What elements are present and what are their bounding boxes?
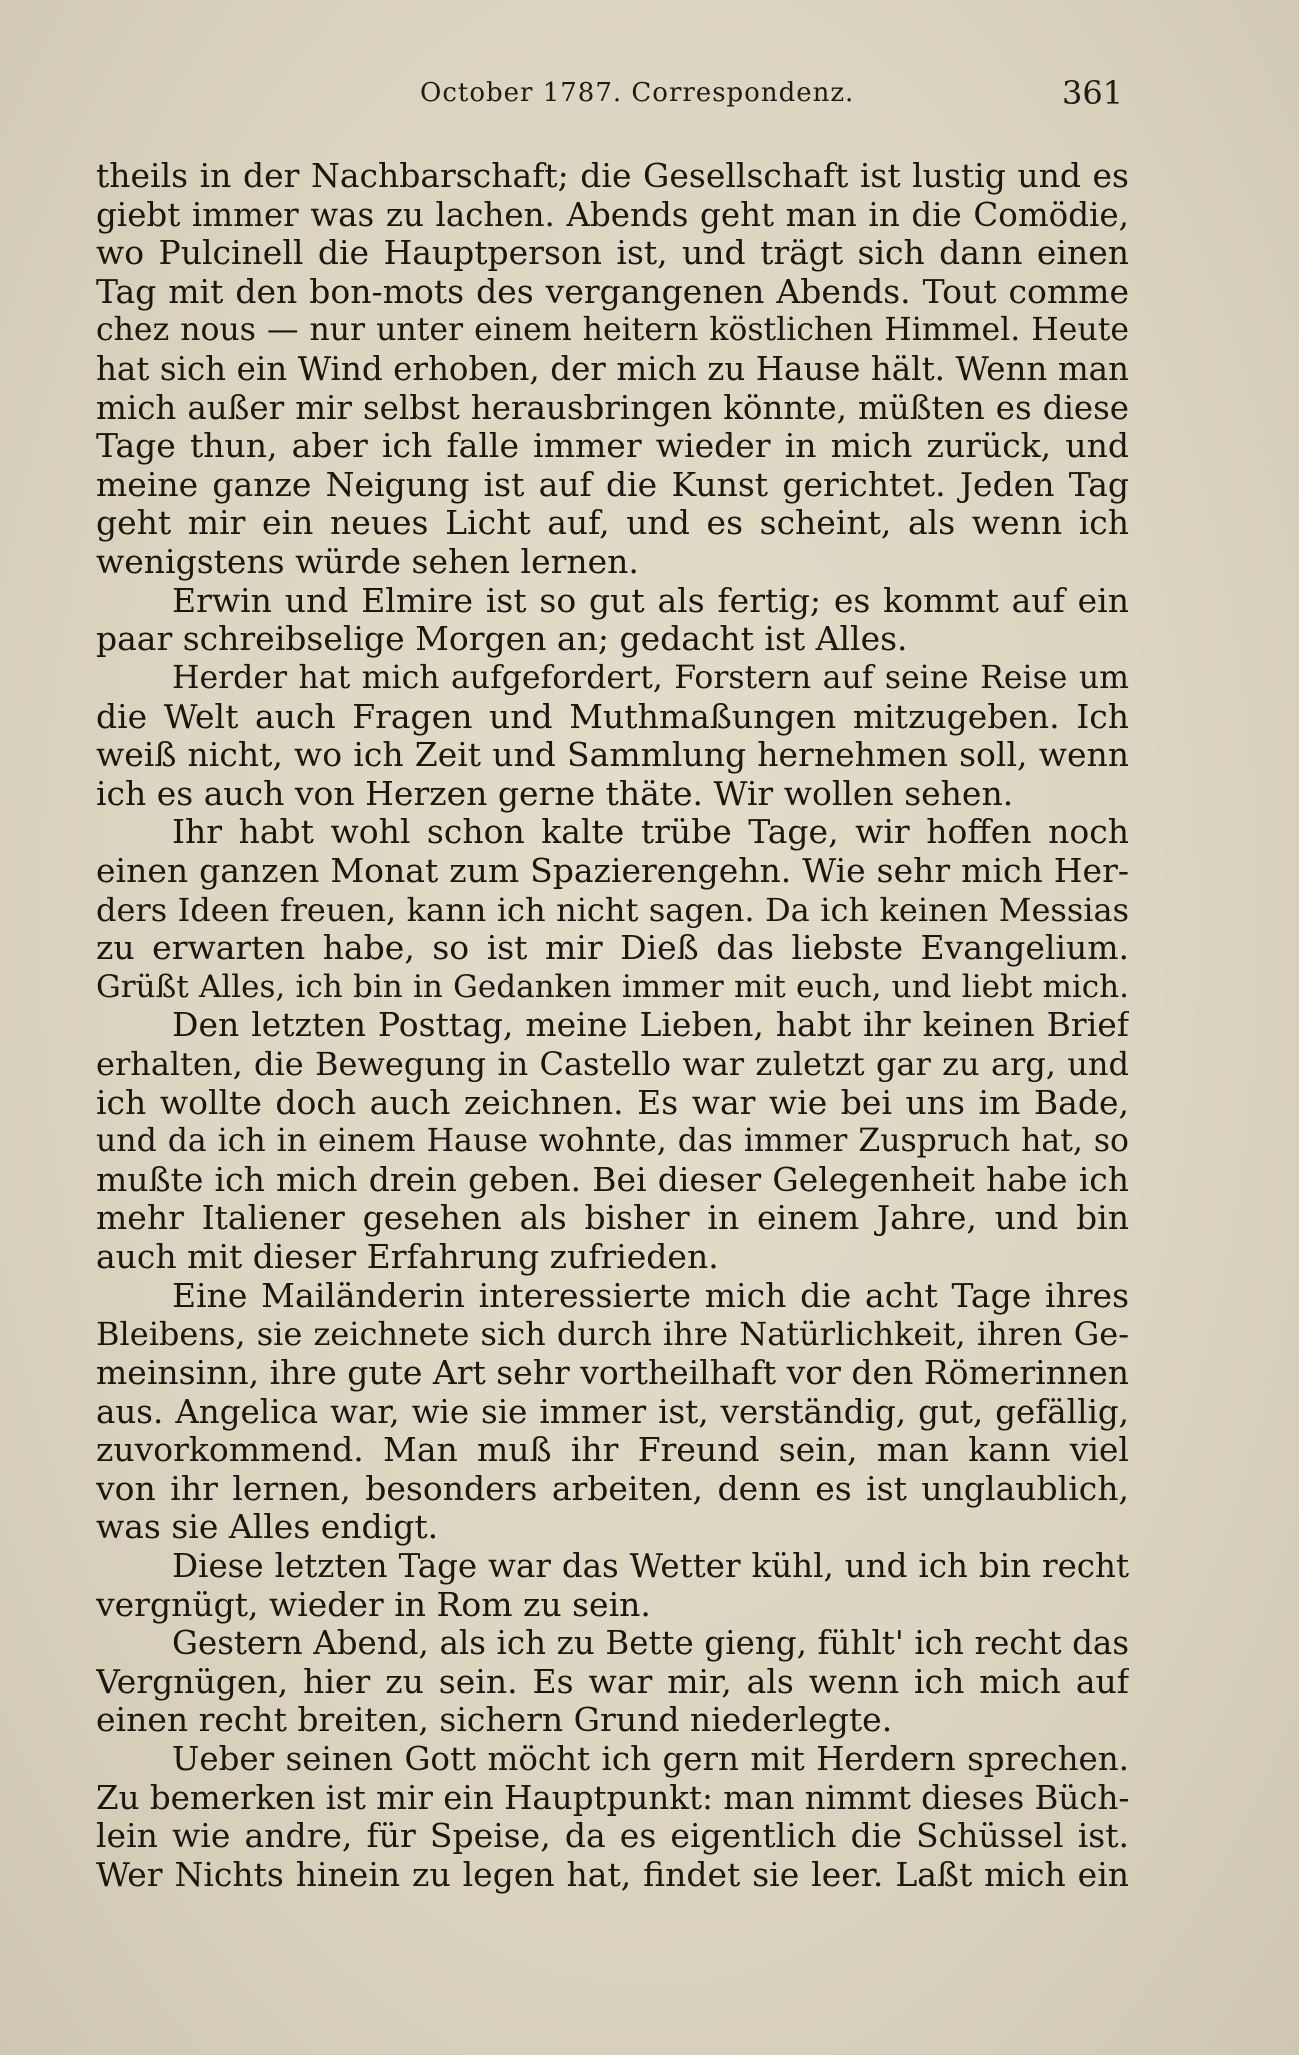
text-line: Den letzten Posttag, meine Lieben, habt ihr keinen Brief	[172, 1006, 1129, 1045]
text-line: Eine Mailänderin interessierte mich die acht Tage ihres	[172, 1276, 1129, 1315]
text-line: was sie Alles endigt.	[96, 1508, 439, 1547]
text-line: ders Ideen freuen, kann ich nicht sagen. Da ich keinen Messias	[96, 890, 1129, 929]
text-line: weiß nicht, wo ich Zeit und Sammlung hernehmen soll, wenn	[96, 736, 1129, 775]
body-text	[96, 157, 1129, 1894]
text-line: paar schreibselige Morgen an; gedacht ist Alles.	[96, 620, 908, 659]
text-line: und da ich in einem Hause wohnte, das immer Zuspruch hat, so	[96, 1123, 1129, 1160]
text-line: hat sich ein Wind erhoben, der mich zu Hause hält. Wenn man	[96, 350, 1129, 389]
text-line: erhalten, die Bewegung in Castello war zuletzt gar zu arg, und	[96, 1045, 1129, 1084]
text-line: vergnügt, wieder in Rom zu sein.	[96, 1585, 651, 1624]
text-line: wenigstens würde sehen lernen.	[96, 543, 639, 582]
text-line: Zu bemerken ist mir ein Hauptpunkt: man nimmt dieses Büch-	[96, 1778, 1129, 1817]
page-number: 361	[1062, 74, 1124, 112]
text-line: Herder hat mich aufgefordert, Forstern auf seine Reise um	[172, 659, 1129, 696]
text-line: chez nous — nur unter einem heitern köstlichen Himmel. Heute	[96, 312, 1129, 349]
text-line: theils in der Nachbarschaft; die Gesellschaft ist lustig und es	[96, 157, 1129, 195]
text-line: geht mir ein neues Licht auf, und es scheint, als wenn ich	[96, 504, 1129, 543]
text-line: einen recht breiten, sichern Grund niederlegte.	[96, 1701, 893, 1740]
text-line: Tag mit den bon-mots des vergangenen Abends. Tout comme	[96, 272, 1129, 311]
text-line: Wer Nichts hinein zu legen hat, findet sie leer. Laßt mich ein	[96, 1855, 1129, 1894]
text-line: Vergnügen, hier zu sein. Es war mir, als wenn ich mich auf	[96, 1662, 1129, 1701]
running-header: October 1787. Correspondenz.	[420, 78, 855, 108]
text-line: Erwin und Elmire ist so gut als fertig; es kommt auf ein	[172, 581, 1129, 620]
text-line: mehr Italiener gesehen als bisher in einem Jahre, und bin	[96, 1199, 1129, 1238]
text-line: ich wollte doch auch zeichnen. Es war wie bei uns im Bade,	[96, 1083, 1129, 1122]
text-line: Gestern Abend, als ich zu Bette gieng, fühlt' ich recht das	[172, 1624, 1129, 1663]
text-line: Diese letzten Tage war das Wetter kühl, und ich bin recht	[172, 1546, 1129, 1585]
text-line: Ueber seinen Gott möcht ich gern mit Herdern sprechen.	[172, 1739, 1129, 1778]
text-line: Tage thun, aber ich falle immer wieder in mich zurück, und	[96, 427, 1129, 466]
text-line: giebt immer was zu lachen. Abends geht man in die Comödie,	[96, 195, 1129, 234]
text-line: die Welt auch Fragen und Muthmaßungen mitzugeben. Ich	[96, 697, 1129, 736]
text-line: Ihr habt wohl schon kalte trübe Tage, wir hoffen noch	[172, 813, 1129, 852]
text-line: mich außer mir selbst herausbringen könnte, müßten es diese	[96, 388, 1129, 427]
text-line: einen ganzen Monat zum Spazierengehn. Wie sehr mich Her-	[96, 851, 1129, 890]
text-line: wo Pulcinell die Hauptperson ist, und trägt sich dann einen	[96, 234, 1129, 273]
text-line: zu erwarten habe, so ist mir Dieß das liebste Evangelium.	[96, 929, 1129, 968]
text-line: Bleibens, sie zeichnete sich durch ihre Natürlichkeit, ihren Ge-	[96, 1315, 1129, 1354]
text-line: aus. Angelica war, wie sie immer ist, verständig, gut, gefällig,	[96, 1392, 1129, 1431]
text-line: meinsinn, ihre gute Art sehr vortheilhaft vor den Römerinnen	[96, 1353, 1129, 1392]
text-line: Grüßt Alles, ich bin in Gedanken immer mit euch, und liebt mich.	[96, 968, 1129, 1005]
text-line: meine ganze Neigung ist auf die Kunst gerichtet. Jeden Tag	[96, 465, 1129, 504]
text-line: zuvorkommend. Man muß ihr Freund sein, man kann viel	[96, 1431, 1129, 1470]
text-line: mußte ich mich drein geben. Bei dieser Gelegenheit habe ich	[96, 1160, 1129, 1199]
text-line: auch mit dieser Erfahrung zufrieden.	[96, 1238, 719, 1277]
text-line: ich es auch von Herzen gerne thäte. Wir wollen sehen.	[96, 774, 1014, 813]
text-line: lein wie andre, für Speise, da es eigentlich die Schüssel ist.	[96, 1817, 1129, 1856]
text-line: von ihr lernen, besonders arbeiten, denn es ist unglaublich,	[96, 1469, 1129, 1508]
